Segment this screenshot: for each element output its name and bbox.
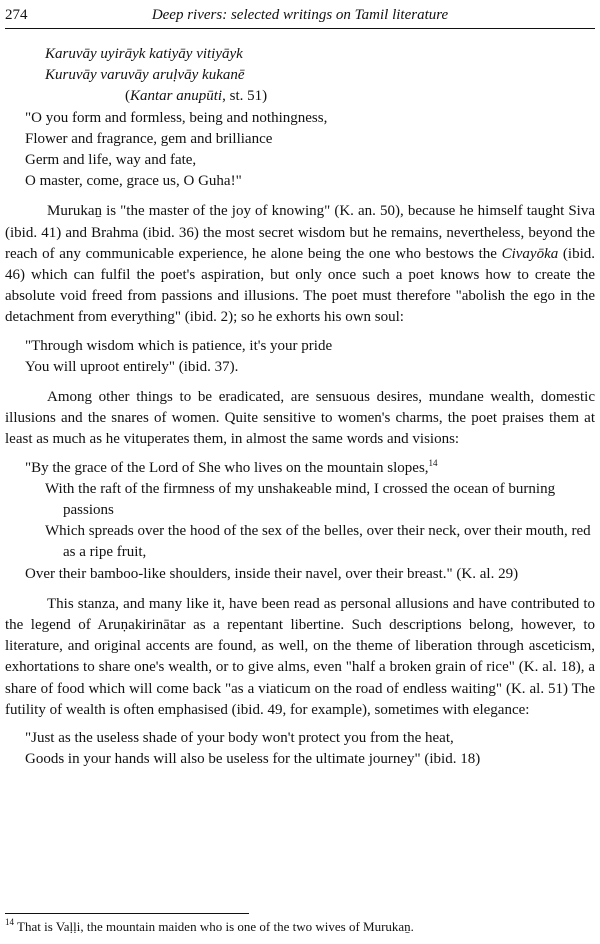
page-header	[5, 4, 595, 26]
quotation	[5, 458, 595, 585]
page-content	[5, 44, 595, 771]
body-paragraph: This stanza, and many like it, have been read as personal allusions and have contributed to the legend of Aruṇakirinātar as a repentant libertine. Such descriptions belong, however, to literature, and original accents are found, as well, on the theme of liberation through asceticism, exhortations to share one's wealth, or to give alms, even "half a broken grain of rice" (K. al. 18), a share of food which will come back "as a viaticum on the road of endless waiting" (K. al. 51) The futility of wealth is often emphasised (ibid. 49, for example), sometimes with elegance:	[5, 595, 595, 718]
verse-line: Karuvāy uyirāyk katiyāy vitiyāyk	[45, 46, 243, 62]
translation-line: Germ and life, way and fate,	[25, 152, 197, 169]
footnote-number: 14	[5, 917, 14, 927]
quote-line: "Through wisdom which is patience, it's your pride	[25, 337, 333, 354]
quote-line: Over their bamboo-like shoulders, inside their navel, over their breast." (K. al. 29)	[25, 565, 519, 582]
italic-term: Civayōka	[501, 245, 559, 262]
footnote-text: That is Vaḷḷi, the mountain maiden who is one of the two wives of Murukaṉ.	[14, 919, 414, 934]
page-number: 274	[5, 7, 28, 23]
quotation	[5, 728, 595, 770]
header-rule	[5, 28, 595, 29]
footnote-rule	[5, 913, 249, 914]
quote-line: "Just as the useless shade of your body won't protect you from the heat,	[25, 730, 454, 747]
quote-line: You will uproot entirely" (ibid. 37).	[25, 358, 239, 375]
quote-line: With the raft of the firmness of my unshakeable mind, I crossed the ocean of burning passions	[45, 480, 556, 519]
verse-translation	[5, 108, 595, 193]
body-paragraph: Murukaṉ is "the master of the joy of knowing" (K. an. 50), because he himself taught Siva (ibid. 41) and Brahma (ibid. 36) the most secret wisdom but he remains, nevertheless, beyond the reach of any communicable experience, he alone being the one who bestows the Civayōka (ibid. 46) which can fulfil the poet's aspiration, but only once such a poet knows how to create the absolute void freed from passions and illusions. The poet must therefore "abolish the ego in the detachment from everything" (ibid. 2); so he exhorts his own soul:	[5, 203, 595, 326]
citation-ref: , st. 51)	[222, 88, 268, 105]
quotation	[5, 336, 595, 378]
quote-line: Goods in your hands will also be useless for the ultimate journey" (ibid. 18)	[25, 751, 481, 768]
verse-line: Kuruvāy varuvāy aruḷvāy kukanē	[45, 67, 245, 84]
tamil-verse	[5, 44, 595, 108]
translation-line: "O you form and formless, being and nothingness,	[25, 109, 328, 126]
quote-line: Which spreads over the hood of the sex of the belles, over their neck, over their mouth, red as a ripe fruit,	[45, 523, 591, 561]
book-page	[5, 0, 595, 944]
footnote	[5, 918, 595, 936]
footnote-marker[interactable]: 14	[428, 457, 438, 468]
translation-line: Flower and fragrance, gem and brilliance	[25, 130, 273, 147]
translation-line: O master, come, grace us, O Guha!"	[25, 173, 242, 190]
running-title: Deep rivers: selected writings on Tamil literature	[151, 7, 449, 23]
citation-title: Kantar anupūti	[130, 88, 223, 105]
quote-line: "By the grace of the Lord of She who lives on the mountain slopes,$^{14}$	[25, 457, 438, 476]
body-paragraph: Among other things to be eradicated, are sensuous desires, mundane wealth, domestic illusions and the snares of women. Quite sensitive to women's charms, the poet praises them at least as much as he vituperates them, in almost the same words and visions:	[5, 389, 595, 448]
verse-citation: (Kantar anupūti, st. 51)	[125, 88, 268, 105]
